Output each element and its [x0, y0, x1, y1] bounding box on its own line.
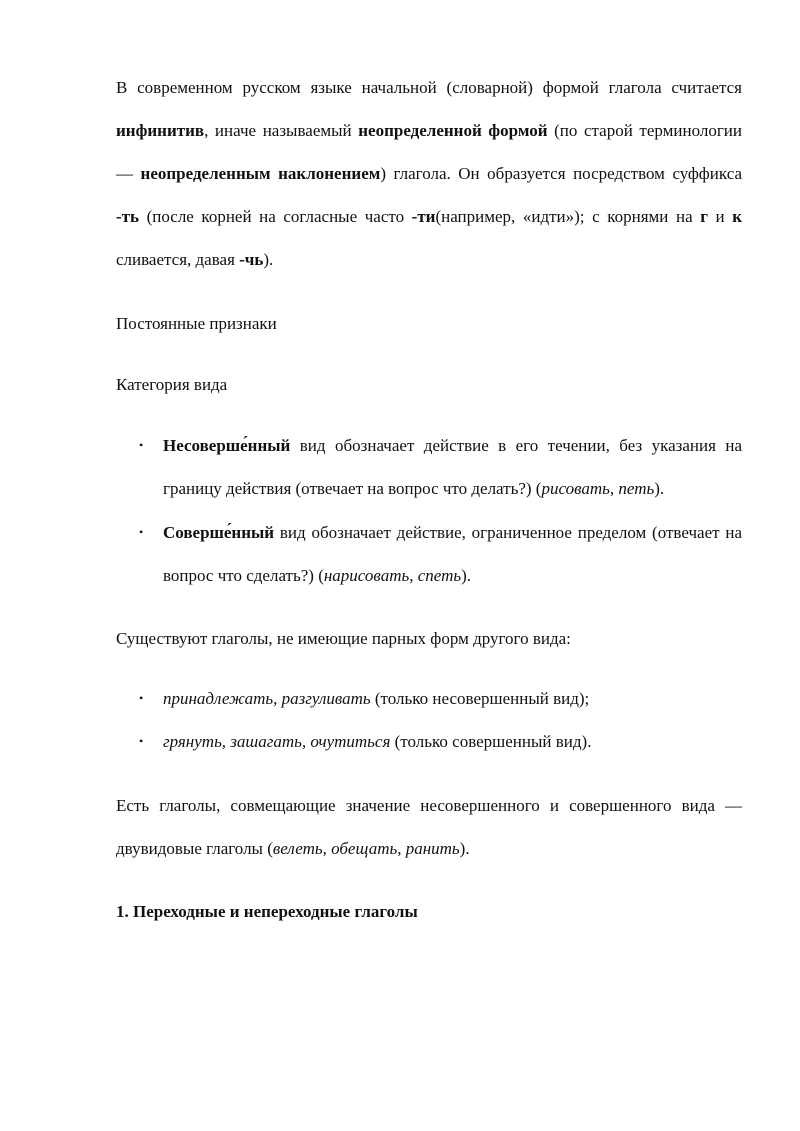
imperfective-only-text: (только несовершенный вид); — [370, 689, 590, 708]
perfective-end: ). — [461, 566, 472, 585]
term-imperfective: Несоверше́нный — [163, 436, 291, 455]
bullet-icon: • — [139, 525, 144, 539]
intro-text-6: (например, «идти»); с корнями на — [435, 207, 701, 226]
biaspectual-paragraph — [116, 784, 742, 870]
perfective-text: вид обозначает действие, ограниченное пределом (отвечает на вопрос что сделать?) ( — [163, 523, 742, 585]
biaspectual-examples: велеть, обещать, ранить — [272, 839, 460, 858]
list-item-imperfective-only — [116, 677, 742, 720]
section-heading: 1. Переходные и непереходные глаголы — [116, 902, 418, 921]
term-infinitive: инфинитив — [116, 121, 205, 140]
suffix-t: -ть — [116, 207, 140, 226]
intro-text-3: (по старой терминологии — — [116, 121, 742, 183]
intro-text-5: (после корней на согласные часто — [139, 207, 412, 226]
list-item-imperfective — [116, 424, 742, 510]
intro-text-1: В современном русском языке начальной (словарной) формой глагола считается — [116, 78, 742, 97]
intro-text-4: ) глагола. Он образуется посредством суффикса — [380, 164, 743, 183]
no-pair-intro: Существуют глаголы, не имеющие парных форм другого вида: — [116, 629, 571, 648]
aspect-category-heading: Категория вида — [116, 375, 228, 394]
imperfective-examples: рисовать, петь — [541, 479, 655, 498]
imperfective-end: ). — [654, 479, 665, 498]
no-pair-list — [116, 677, 742, 763]
term-perfective: Соверше́нный — [163, 523, 275, 542]
imperfective-only-examples: принадлежать, разгуливать — [163, 689, 371, 708]
perfective-examples: нарисовать, спеть — [323, 566, 462, 585]
suffix-ti: -ти — [411, 207, 436, 226]
perfective-only-examples: грянуть, зашагать, очутиться — [163, 732, 391, 751]
intro-text-8: сливается, давая — [116, 250, 240, 269]
perfective-only-text: (только совершенный вид). — [390, 732, 592, 751]
intro-text-9: ). — [263, 250, 274, 269]
aspect-list — [116, 424, 742, 597]
letter-k: к — [732, 207, 742, 226]
bullet-icon: • — [139, 438, 144, 452]
intro-text-2: , иначе называемый — [204, 121, 359, 140]
list-item-perfective-only — [116, 720, 742, 763]
intro-text-7: и — [707, 207, 733, 226]
letter-g: г — [700, 207, 708, 226]
suffix-ch: -чь — [239, 250, 264, 269]
bullet-icon: • — [139, 734, 144, 748]
list-item-perfective — [116, 511, 742, 597]
imperfective-text: вид обозначает действие в его течении, без указания на границу действия (отвечает на вопрос что делать?) ( — [163, 436, 742, 498]
permanent-features-heading: Постоянные признаки — [116, 314, 277, 333]
bullet-icon: • — [139, 691, 144, 705]
biaspectual-end: ). — [459, 839, 470, 858]
term-indefinite-form: неопределенной формой — [358, 121, 548, 140]
intro-paragraph — [116, 66, 742, 281]
biaspectual-text: Есть глаголы, совмещающие значение несовершенного и совершенного вида — двувидовые глаголы ( — [116, 796, 742, 858]
term-indefinite-mood: неопределенным наклонением — [140, 164, 381, 183]
